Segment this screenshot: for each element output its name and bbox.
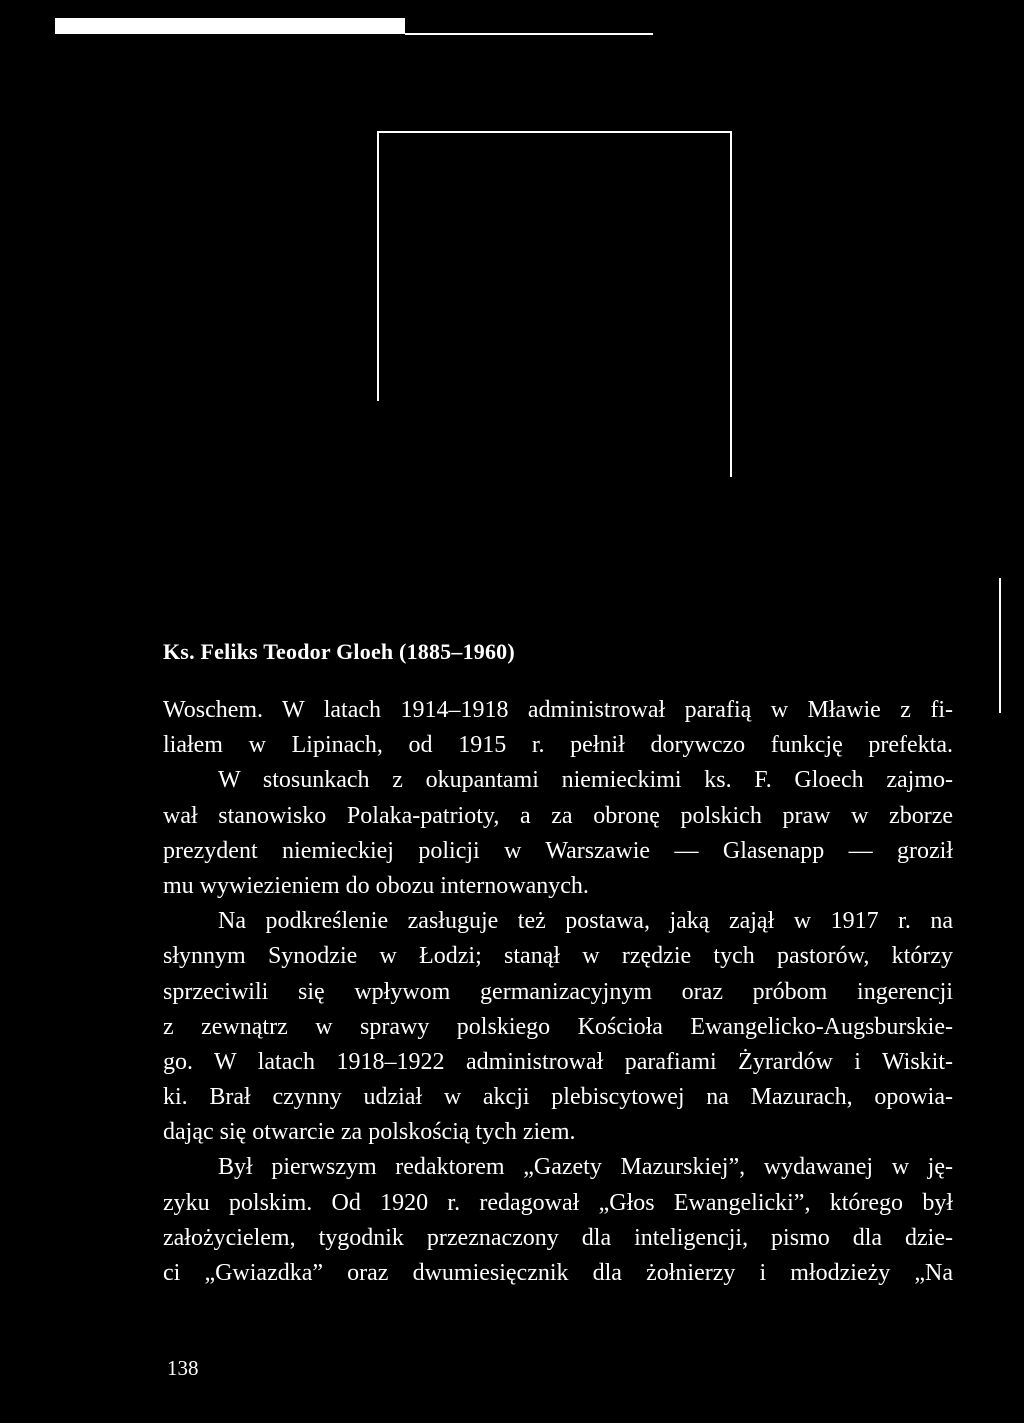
text-line: prezydent niemieckiej policji w Warszawie — Glasenapp — groził <box>163 837 953 864</box>
text-line: zyku polskim. Od 1920 r. redagował „Głos Ewangelicki”, którego był <box>163 1189 953 1216</box>
text-line: ki. Brał czynny udział w akcji plebiscytowej na Mazurach, opowia- <box>163 1084 953 1111</box>
top-rule-thin <box>405 33 653 35</box>
text-line: liałem w Lipinach, od 1915 r. pełnił dorywczo funkcję prefekta. <box>163 732 953 759</box>
text-line: założycielem, tygodnik przeznaczony dla inteligencji, pismo dla dzie- <box>163 1224 953 1251</box>
top-rule-thick <box>55 18 405 34</box>
text-line: W stosunkach z okupantami niemieckimi ks. F. Gloech zajmo- <box>218 767 953 794</box>
text-line: słynnym Synodzie w Łodzi; stanął w rzędzie tych pastorów, którzy <box>163 943 953 970</box>
text-line: wał stanowisko Polaka-patrioty, a za obronę polskich praw w zborze <box>163 802 953 829</box>
text-line: mu wywiezieniem do obozu internowanych. <box>163 872 589 899</box>
body-text <box>163 693 953 1291</box>
text-line: sprzeciwili się wpływom germanizacyjnym oraz próbom ingerencji <box>163 978 953 1005</box>
photo-frame <box>377 131 732 477</box>
text-line: z zewnątrz w sprawy polskiego Kościoła Ewangelicko-Augsburskie- <box>163 1013 953 1040</box>
page-edge-mark <box>999 578 1001 713</box>
photo-caption: Ks. Feliks Teodor Gloeh (1885–1960) <box>163 639 515 664</box>
text-line: Był pierwszym redaktorem „Gazety Mazurskiej”, wydawanej w ję- <box>218 1154 953 1181</box>
text-line: Woschem. W latach 1914–1918 administrował parafią w Mławie z fi- <box>163 697 953 723</box>
text-line: go. W latach 1918–1922 administrował parafiami Żyrardów i Wiskit- <box>163 1048 953 1075</box>
text-line: Na podkreślenie zasługuje też postawa, jaką zajął w 1917 r. na <box>218 908 953 935</box>
text-line: dając się otwarcie za polskością tych ziem. <box>163 1119 576 1146</box>
page-number: 138 <box>167 1356 199 1380</box>
text-line: ci „Gwiazdka” oraz dwumiesięcznik dla żołnierzy i młodzieży „Na <box>163 1260 953 1286</box>
photo-frame-gap <box>377 401 379 481</box>
